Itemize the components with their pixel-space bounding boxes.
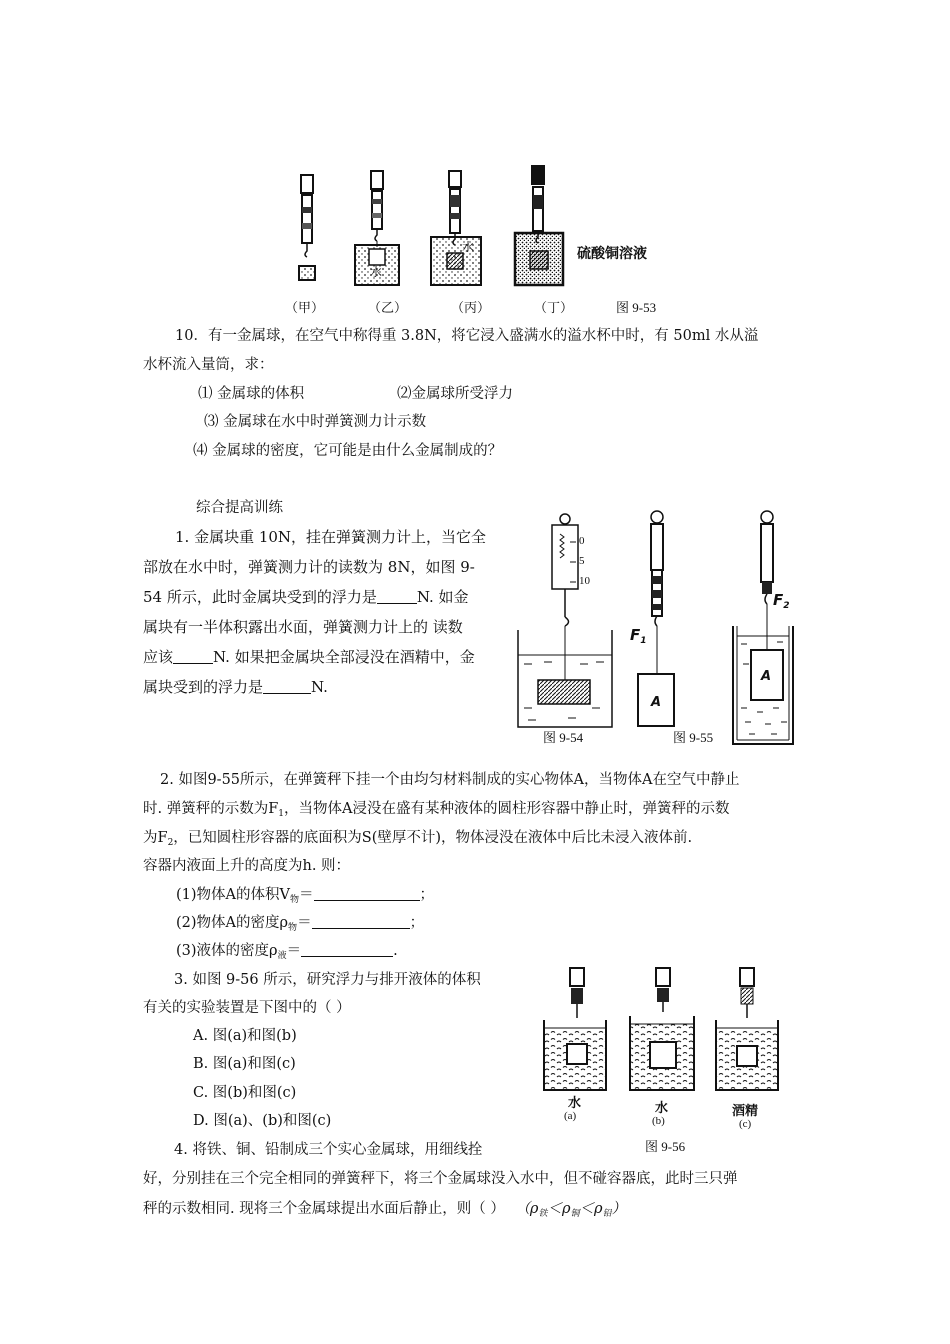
p2-a3-eq: ＝ <box>286 943 302 959</box>
fig953-label-bing: （丙） <box>451 300 491 315</box>
fig956-caption: 图 9-56 <box>645 1139 686 1154</box>
q10-line2: 水杯流入量筒，求： <box>143 357 274 373</box>
q10-item1: ⑴ 金属球的体积 <box>198 386 305 402</box>
p4-line2: 好，分别挂在三个完全相同的弹簧秤下，将三个金属球没入水中，但不碰容器底，此时三只弹 <box>143 1171 738 1187</box>
fig953-caption: 图 9-53 <box>616 300 657 315</box>
fig955-f1-label <box>630 626 647 646</box>
p1-line5-a: 应该 <box>143 648 174 666</box>
q10-item4: ⑷ 金属球的密度，它可能是由什么金属制成的？ <box>193 443 503 459</box>
p4-rho-1: （ρ <box>515 1201 539 1217</box>
apparatus-bing <box>431 171 481 285</box>
p4-rho-2-sub: 铜 <box>570 1209 580 1219</box>
fig956-label-b: 水 <box>655 1101 669 1116</box>
p2-answer-2 <box>176 913 424 938</box>
p2-a2-a: (2)物体A的密度ρ <box>176 915 289 931</box>
p4-line1: 4. 将铁、铜、铅制成三个实心金属球，用细线拴 <box>174 1142 483 1158</box>
p2-line3-sub: 2 <box>167 838 174 848</box>
fig955-f1-sub: 1 <box>640 636 647 646</box>
p4-rho-3: ＜ρ <box>579 1201 603 1217</box>
fig953-label-jia: （甲） <box>285 300 325 315</box>
p1-line3 <box>143 587 469 607</box>
p1-line4: 属块有一半体积露出水面，弹簧测力计上的 读数 <box>143 618 463 636</box>
p2-a2-end: ； <box>409 915 425 931</box>
p1-line5 <box>143 647 475 667</box>
p1-blank-3[interactable] <box>263 679 311 694</box>
p2-answer-1 <box>176 885 434 910</box>
fig956-letter-a: (a) <box>564 1110 577 1122</box>
fig955-f1-letter: F <box>630 626 641 644</box>
figure-9-55 <box>625 508 795 748</box>
p2-a2-sub: 物 <box>288 923 298 933</box>
p2-line3-a: 为F <box>143 830 168 846</box>
p4-rho-1-sub: 铁 <box>538 1209 548 1219</box>
fig955-block-right: A <box>761 669 772 684</box>
apparatus-ding <box>515 165 563 285</box>
fig954-scale-5: 5 <box>579 555 585 567</box>
fig955-caption: 图 9-55 <box>673 730 714 745</box>
p3-line2: 有关的实验装置是下图中的（ ） <box>143 1000 351 1016</box>
apparatus-jia <box>299 175 315 280</box>
fig955-block-left: A <box>651 695 662 710</box>
fig954-caption: 图 9-54 <box>543 730 584 745</box>
p1-line3-b: N. 如金 <box>416 588 469 606</box>
p1-line2: 部放在水中时，弹簧测力计的读数为 8N，如图 9- <box>143 558 475 576</box>
p1-blank-2[interactable] <box>173 649 213 664</box>
p4-rho-2: ＜ρ <box>547 1201 571 1217</box>
p1-line5-b: N. 如果把金属块全部浸没在酒精中，金 <box>213 648 475 666</box>
solution-label: 硫酸铜溶液 <box>577 246 647 262</box>
p1-line6-b: N. <box>311 678 328 696</box>
p2-line3 <box>143 828 692 853</box>
p2-line2 <box>143 799 729 824</box>
p2-line2-sub: 1 <box>278 809 285 819</box>
p4-line3-text: 秤的示数相同. 现将三个金属球提出水面后静止，则（ ） <box>143 1201 505 1217</box>
p4-line3 <box>143 1199 626 1224</box>
p2-line2-c: ，当物体A浸没在盛有某种液体的圆柱形容器中静止时，弹簧秤的示数 <box>284 801 730 817</box>
p2-a2-eq: ＝ <box>297 915 312 931</box>
p2-blank-2[interactable] <box>312 914 410 929</box>
figure-9-53 <box>285 165 675 290</box>
p3-line1: 3. 如图 9-56 所示，研究浮力与排开液体的体积 <box>174 972 481 988</box>
fig955-f2-label <box>773 591 790 611</box>
p2-a1-a: (1)物体A的体积V <box>176 887 290 903</box>
p4-density-relation <box>515 1201 626 1217</box>
p2-a3-a: (3)液体的密度ρ <box>176 943 278 959</box>
fig956-letter-c: (c) <box>739 1118 752 1130</box>
p2-line3-c: ，已知圆柱形容器的底面积为S(壁厚不计)，物体浸没在液体中后比未浸入液体前. <box>173 830 693 846</box>
p2-blank-1[interactable] <box>314 886 420 901</box>
p2-a3-sub: 液 <box>277 951 287 961</box>
fig954-scale-0: 0 <box>579 535 585 547</box>
p3-option-a[interactable]: A. 图(a)和图(b) <box>193 1028 297 1044</box>
p4-rho-end: ） <box>611 1201 627 1217</box>
figure-9-54 <box>508 512 620 740</box>
p1-line3-a: 54 所示，此时金属块受到的浮力是 <box>143 588 377 606</box>
water-label-bing: 水 <box>462 240 475 254</box>
p2-a3-end: . <box>393 943 398 959</box>
fig956-label-a: 水 <box>568 1096 582 1111</box>
p2-a1-eq: ＝ <box>299 887 314 903</box>
p3-option-c[interactable]: C. 图(b)和图(c) <box>193 1085 297 1101</box>
fig953-label-yi: （乙） <box>368 300 408 315</box>
p1-line1: 1. 金属块重 10N，挂在弹簧测力计上，当它全 <box>175 528 487 546</box>
p2-line4: 容器内液面上升的高度为h. 则： <box>143 858 351 874</box>
p2-a1-end: ； <box>419 887 434 903</box>
p2-a1-sub: 物 <box>289 895 299 905</box>
p2-blank-3[interactable] <box>301 942 393 957</box>
p2-line1: 2. 如图9-55所示，在弹簧秤下挂一个由均匀材料制成的实心物体A，当物体A在空气中静止 <box>160 772 740 788</box>
p3-option-d[interactable]: D. 图(a)、(b)和图(c) <box>193 1113 332 1129</box>
p1-blank-1[interactable] <box>377 589 417 604</box>
figure-9-56 <box>538 966 788 1096</box>
p1-line6-a: 属块受到的浮力是 <box>143 678 264 696</box>
p2-answer-3 <box>176 941 398 966</box>
p2-line2-a: 时. 弹簧秤的示数为F <box>143 801 279 817</box>
p4-rho-3-sub: 铅 <box>602 1209 612 1219</box>
p1-line6 <box>143 677 328 697</box>
fig956-label-c: 酒精 <box>732 1104 759 1119</box>
fig954-scale-10: 10 <box>579 575 590 587</box>
p3-option-b[interactable]: B. 图(a)和图(c) <box>193 1056 296 1072</box>
section-title: 综合提高训练 <box>196 500 283 516</box>
fig953-label-ding: （丁） <box>534 300 574 315</box>
q10-line1: 10．有一金属球，在空气中称得重 3.8N，将它浸入盛满水的溢水杯中时，有 50ml 水从溢 <box>175 328 759 344</box>
water-label-yi: 水 <box>370 265 383 279</box>
q10-item3: ⑶ 金属球在水中时弹簧测力计示数 <box>204 414 427 430</box>
fig956-letter-b: (b) <box>652 1115 665 1127</box>
fig955-f2-sub: 2 <box>783 601 790 611</box>
fig955-f2-letter: F <box>773 591 784 609</box>
q10-item2: ⑵金属球所受浮力 <box>397 386 513 402</box>
